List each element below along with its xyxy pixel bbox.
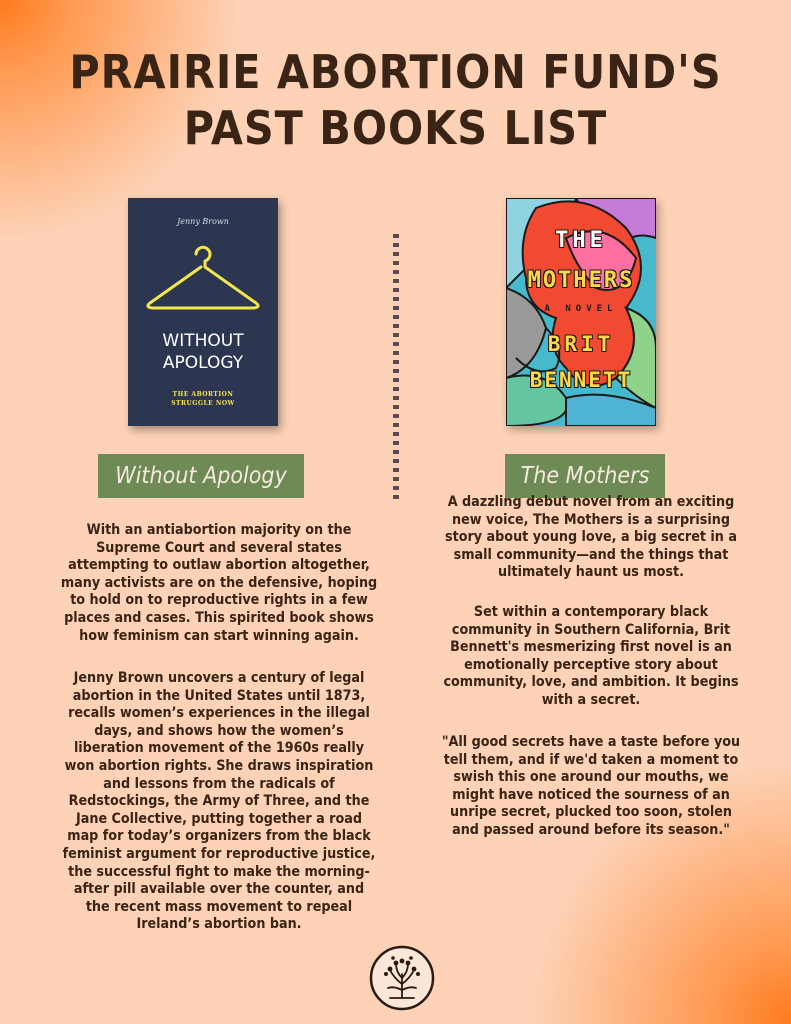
flower-logo-icon [368, 944, 436, 1012]
paragraph-text: With an antiabortion majority on the Supreme Court and several states attempting to outlaw abortion altogether, many activists are on the defensive, hoping to hold on to reproductive rights in a few places and cases. This spirited book shows how feminism can start winning again. [60, 522, 378, 644]
cover-author: Jenny Brown [177, 217, 229, 226]
column-divider [393, 234, 399, 504]
book-cover-without-apology [128, 198, 278, 426]
cover-title-line-1: WITHOUT [162, 331, 244, 351]
hanger-icon [140, 240, 266, 320]
cover-subtitle-line-1: THE ABORTION [172, 391, 234, 398]
book-label-the-mothers: The Mothers [505, 454, 665, 498]
paragraph-text: A dazzling debut novel from an exciting new voice, The Mothers is a surprising story about young love, a big secret in a small community—and the things that ultimately haunt us most. [445, 494, 737, 581]
right-paragraph-2 [436, 604, 746, 710]
page-title-line-1: PRAIRIE ABORTION FUND'S [69, 45, 722, 99]
book-cover-the-mothers [506, 198, 656, 426]
book-label-without-apology: Without Apology [98, 454, 304, 498]
cover-subtitle [128, 390, 278, 408]
cover-word-the: THE [555, 228, 607, 253]
page-title [0, 44, 791, 156]
left-paragraph-1 [60, 522, 378, 645]
page-title-line-2: PAST BOOKS LIST [183, 101, 608, 155]
cover-word-mothers: MOTHERS [527, 268, 635, 293]
right-paragraph-3 [436, 734, 746, 840]
cover-word-novel: A NOVEL [544, 304, 618, 314]
paragraph-text: Set within a contemporary black community in Southern California, Brit Bennett's mesmerizing first novel is an emotionally perceptive story about community, love, and ambition. It begins with a secret. [443, 604, 739, 708]
cover-author-first: BRIT [547, 332, 615, 356]
paragraph-text: Jenny Brown uncovers a century of legal abortion in the United States until 1873, recalls women’s experiences in the illegal days, and shows how the women’s liberation movement of the 1960s really won abortion rights. She draws inspiration and lessons from the radicals of Redstockings, the Army of Three, and the Jane Collective, putting together a road map for today’s organizers from the black feminist argument for reproductive justice, the successful fight to make the morning-after pill available over the counter, and the recent mass movement to repeal Ireland’s abortion ban. [62, 670, 376, 933]
cover-title [128, 330, 278, 374]
paragraph-text: "All good secrets have a taste before you tell them, and if we'd taken a moment to swish this one around our mouths, we might have noticed the sourness of an unripe secret, plucked too soon, stolen and passed around before its season." [441, 734, 741, 838]
cover-title-line-2: APOLOGY [162, 353, 244, 373]
right-paragraph-1 [436, 494, 746, 582]
left-paragraph-2 [60, 670, 378, 934]
cover-author-last: BENNETT [529, 368, 633, 392]
cover-subtitle-line-2: STRUGGLE NOW [171, 400, 235, 407]
